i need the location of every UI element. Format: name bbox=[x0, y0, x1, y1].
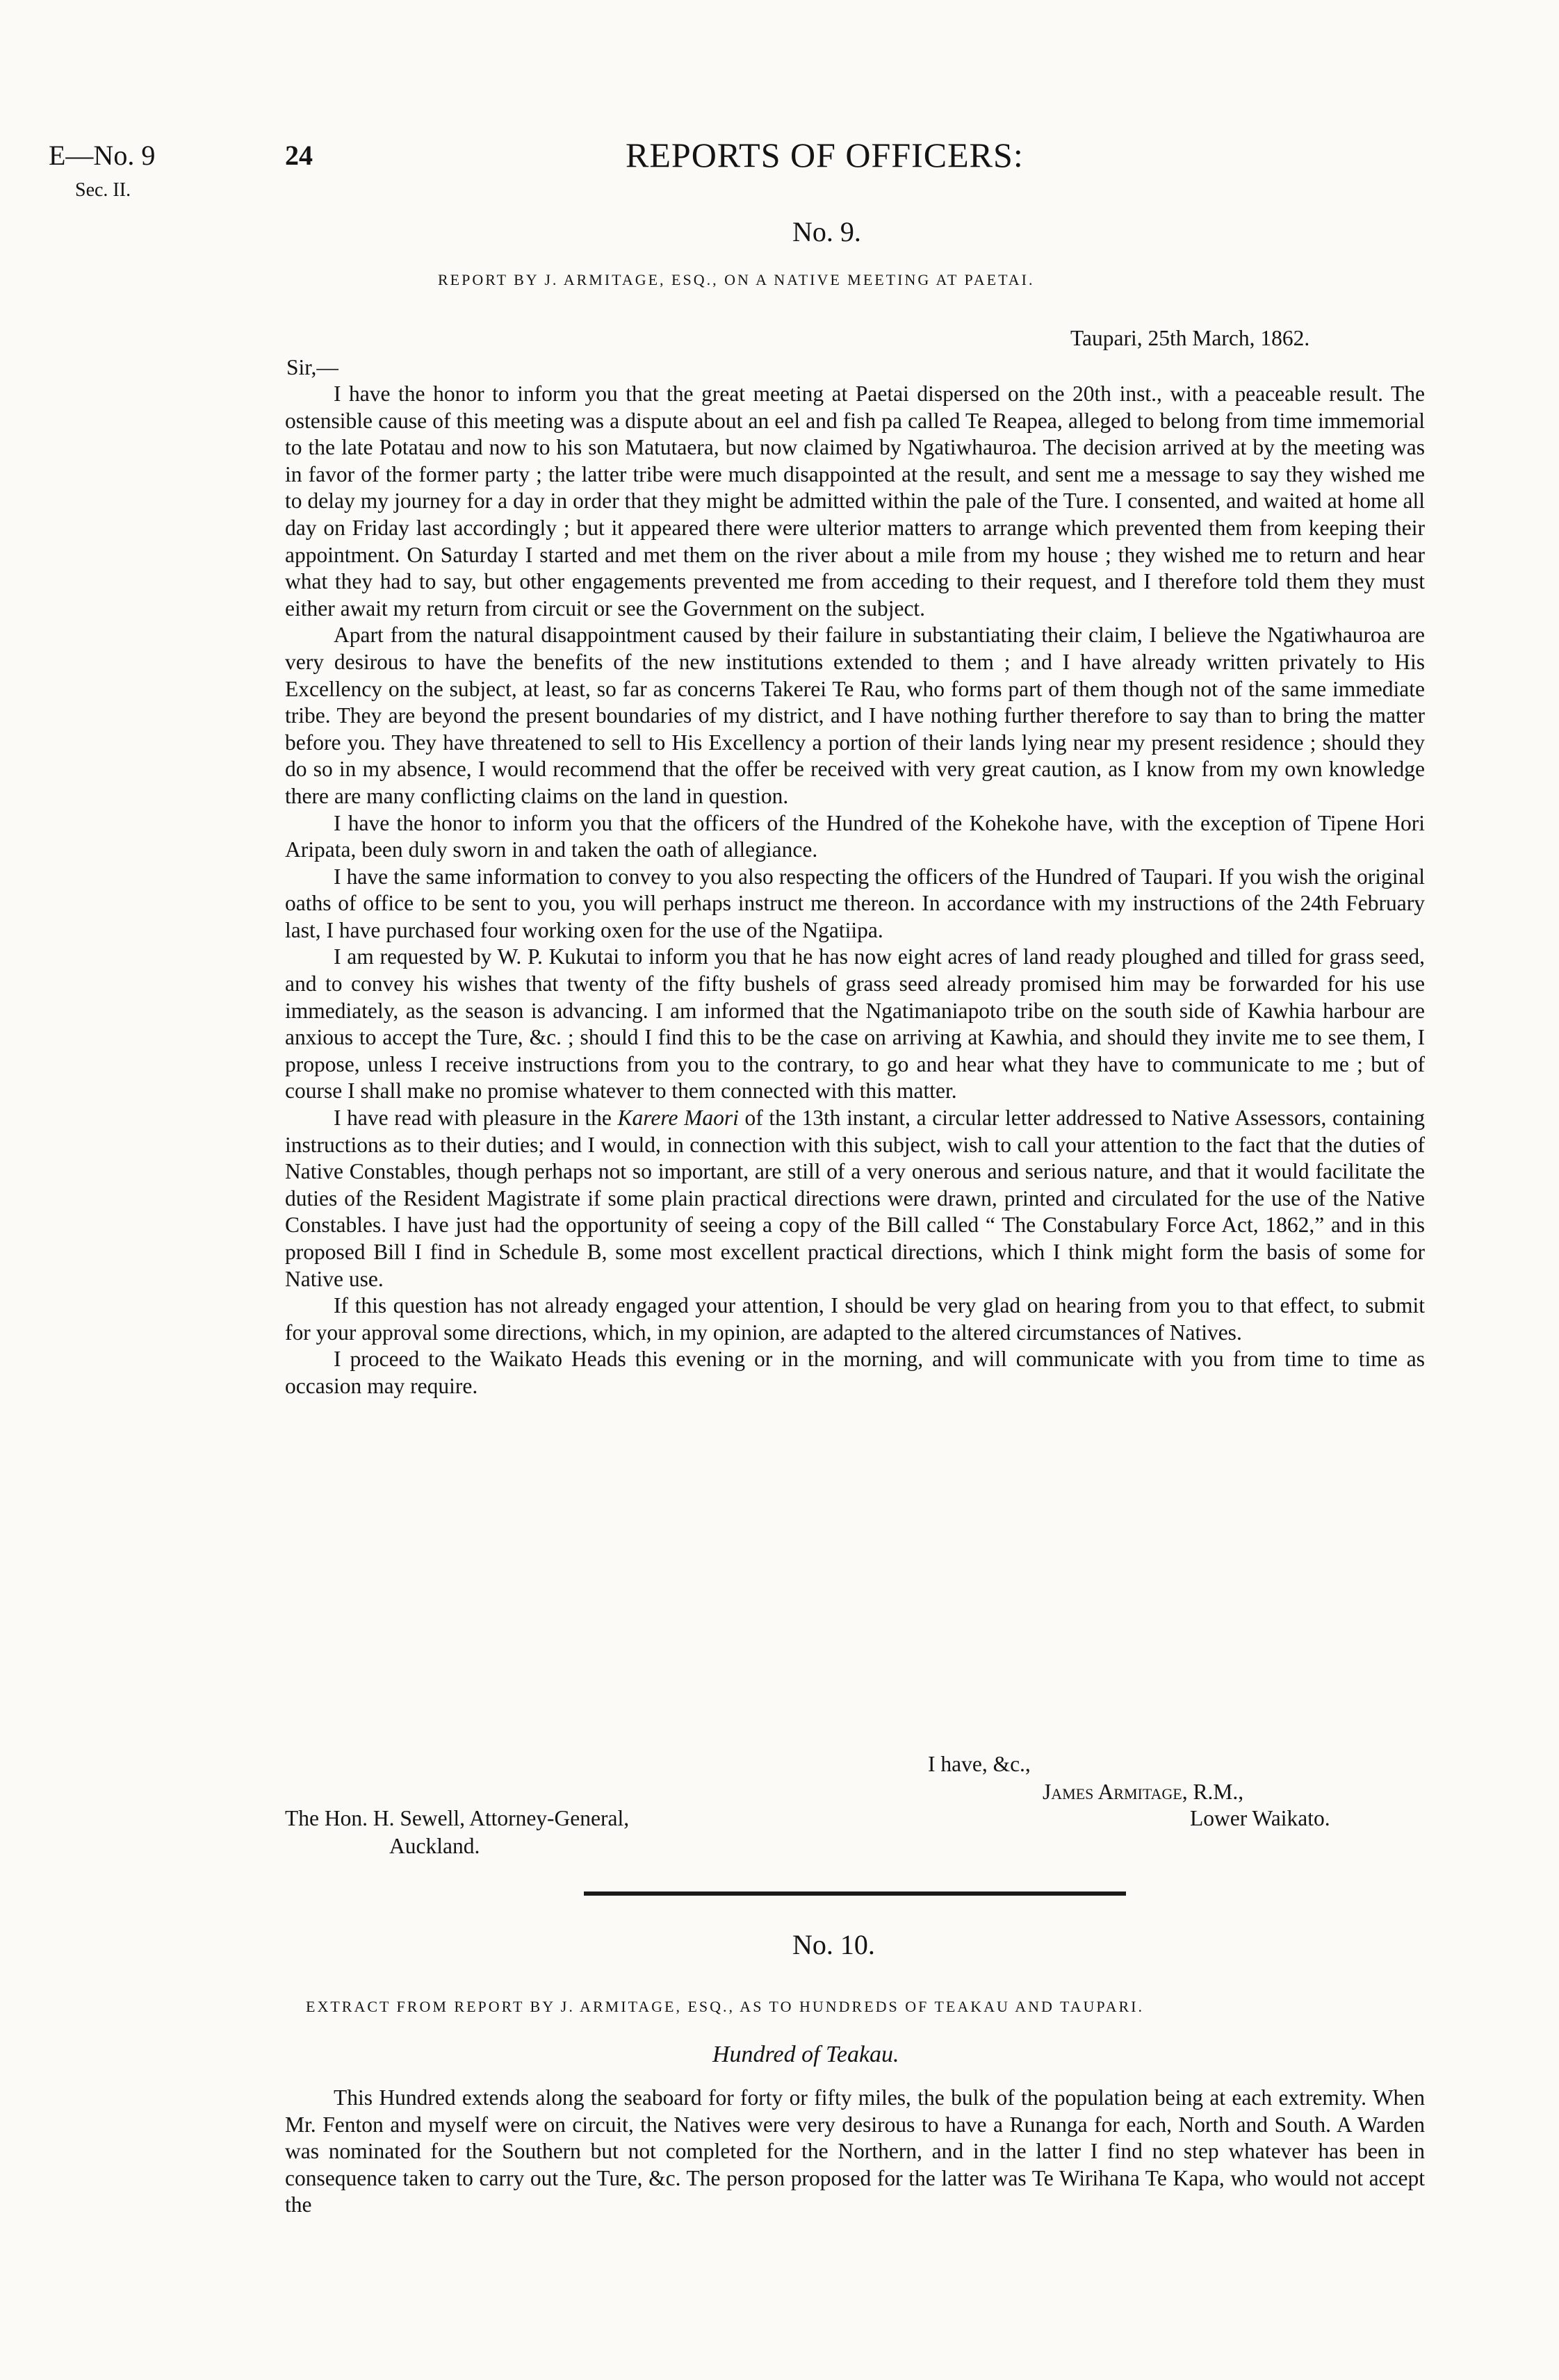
report-10-subheading: Hundred of Teakau. bbox=[712, 2042, 899, 2067]
report-10-heading: EXTRACT FROM REPORT BY J. ARMITAGE, ESQ., AS TO HUNDREDS OF TEAKAU AND TAUPARI. bbox=[306, 1998, 1145, 2015]
paragraph-3: I have the honor to inform you that the officers of the Hundred of the Kohekohe have, with the exception of Tipene Hori Aripata, been duly sworn in and taken the oath of allegiance. bbox=[285, 810, 1425, 862]
report-9-heading: REPORT BY J. ARMITAGE, ESQ., ON A NATIVE MEETING AT PAETAI. bbox=[438, 271, 1035, 288]
paragraph-4: I have the same information to convey to you also respecting the officers of the Hundred of Taupari. If you wish the original oaths of office to be sent to you, you will perhaps instruct me thereon. In accordance with my instructions of the 24th February last, I have purchased four working oxen for the use of the Ngatiipa. bbox=[285, 864, 1425, 942]
report-9-number: No. 9. bbox=[792, 216, 861, 247]
section-divider bbox=[584, 1891, 1126, 1896]
paragraph-8: I proceed to the Waikato Heads this evening or in the morning, and will communicate with you from time to time as occasion may require. bbox=[285, 1347, 1425, 1398]
paragraph-5: I am requested by W. P. Kukutai to inform you that he has now eight acres of land ready ploughed and tilled for grass seed, and to convey his wishes that twenty of the fifty bushels of grass seed already promised him may be forwarded for his use immediately, as the season is advancing. I am informed that the Ngatimaniapoto tribe on the south side of Kawhia harbour are anxious to accept the Ture, &c. ; should I find this to be the case on arriving at Kawhia, and should they invite me to see them, I propose, unless I receive instructions from you to the contrary, to go and hear what they have to communicate to me ; but of course I shall make no promise whatever to them connected with this matter. bbox=[285, 944, 1425, 1103]
closing: I have, &c., bbox=[928, 1752, 1031, 1776]
report-9-place-date: Taupari, 25th March, 1862. bbox=[1070, 326, 1310, 350]
section-label: Sec. II. bbox=[75, 179, 131, 201]
report-10-paragraph: This Hundred extends along the seaboard for forty or fifty miles, the bulk of the population being at each extremity. When Mr. Fenton and myself were on circuit, the Natives were very desirous to have a Runanga for each, North and South. A Warden was nominated for the Southern but not completed for the Northern, and in the latter I find no step whatever has been in consequence taken to carry out the Ture, &c. The person proposed for the latter was Te Wirihana Te Kapa, who would not accept the bbox=[285, 2085, 1425, 2217]
paragraph-6-end: of the 13th instant, a circular letter addressed to Native Assessors, containing instructions as to their duties; and I would, in connection with this subject, wish to call your attention to the fact that the duties of Native Constables, though perhaps not so important, are still of a very onerous and serious nature, and that it would facilitate the duties of the Resident Magistrate if some plain practical directions were drawn, printed and circulated for the use of the Native Constables. I have just had the opportunity of seeing a copy of the Bill called “ The Constabulary Force Act, 1862,” and in this proposed Bill I find in Schedule B, some most excellent practical directions, which I think might form the basis of some for Native use. bbox=[285, 1106, 1425, 1291]
page-number: 24 bbox=[285, 140, 313, 171]
report-10-number: No. 10. bbox=[792, 1929, 875, 1960]
signer-name: James Armitage, R.M., bbox=[1043, 1780, 1244, 1804]
newspaper-title: Karere Maori bbox=[617, 1106, 739, 1131]
signer-place: Lower Waikato. bbox=[1190, 1806, 1330, 1830]
paragraph-6-start: I have read with pleasure in the bbox=[334, 1106, 618, 1131]
report-9-body bbox=[285, 381, 1425, 1400]
paragraph-6 bbox=[285, 1105, 1425, 1292]
addressee-line-1: The Hon. H. Sewell, Attorney-General, bbox=[285, 1806, 630, 1830]
addressee-line-2: Auckland. bbox=[389, 1834, 480, 1858]
report-9-salutation: Sir,— bbox=[286, 355, 338, 379]
paragraph-2: Apart from the natural disappointment caused by their failure in substantiating their claim, I believe the Ngatiwhauroa are very desirous to have the benefits of the new institutions extended to them ; and I have already written privately to His Excellency on the subject, at least, so far as concerns Takerei Te Rau, who forms part of them though not of the same immediate tribe. They are beyond the present boundaries of my district, and I have nothing further therefore to say than to bring the matter before you. They have threatened to sell to His Excellency a portion of their lands lying near my present residence ; should they do so in my absence, I would recommend that the offer be received with very great caution, as I know from my own knowledge there are many conflicting claims on the land in question. bbox=[285, 623, 1425, 808]
document-code: E—No. 9 bbox=[49, 140, 156, 171]
paragraph-1: I have the honor to inform you that the great meeting at Paetai dispersed on the 20th inst., with a peaceable result. The ostensible cause of this meeting was a dispute about an eel and fish pa called Te Reapea, alleged to belong from time immemorial to the late Potatau and now to his son Matutaera, but now claimed by Ngatiwhauroa. The decision arrived at by the meeting was in favor of the former party ; the latter tribe were much disappointed at the result, and sent me a message to say they wished me to delay my journey for a day in order that they might be admitted within the pale of the Ture. I consented, and waited at home all day on Friday last accordingly ; but it appeared there were ulterior matters to arrange which prevented them from keeping their appointment. On Saturday I started and met them on the river about a mile from my house ; they wished me to return and hear what they had to say, but other engagements prevented me from acceding to their request, and I therefore told them they must either await my return from circuit or see the Government on the subject. bbox=[285, 381, 1425, 621]
paragraph-7: If this question has not already engaged your attention, I should be very glad on hearing from you to that effect, to submit for your approval some directions, which, in my opinion, are adapted to the altered circumstances of Natives. bbox=[285, 1293, 1425, 1345]
report-10-body bbox=[285, 2085, 1425, 2219]
page-title: REPORTS OF OFFICERS: bbox=[626, 136, 1024, 174]
